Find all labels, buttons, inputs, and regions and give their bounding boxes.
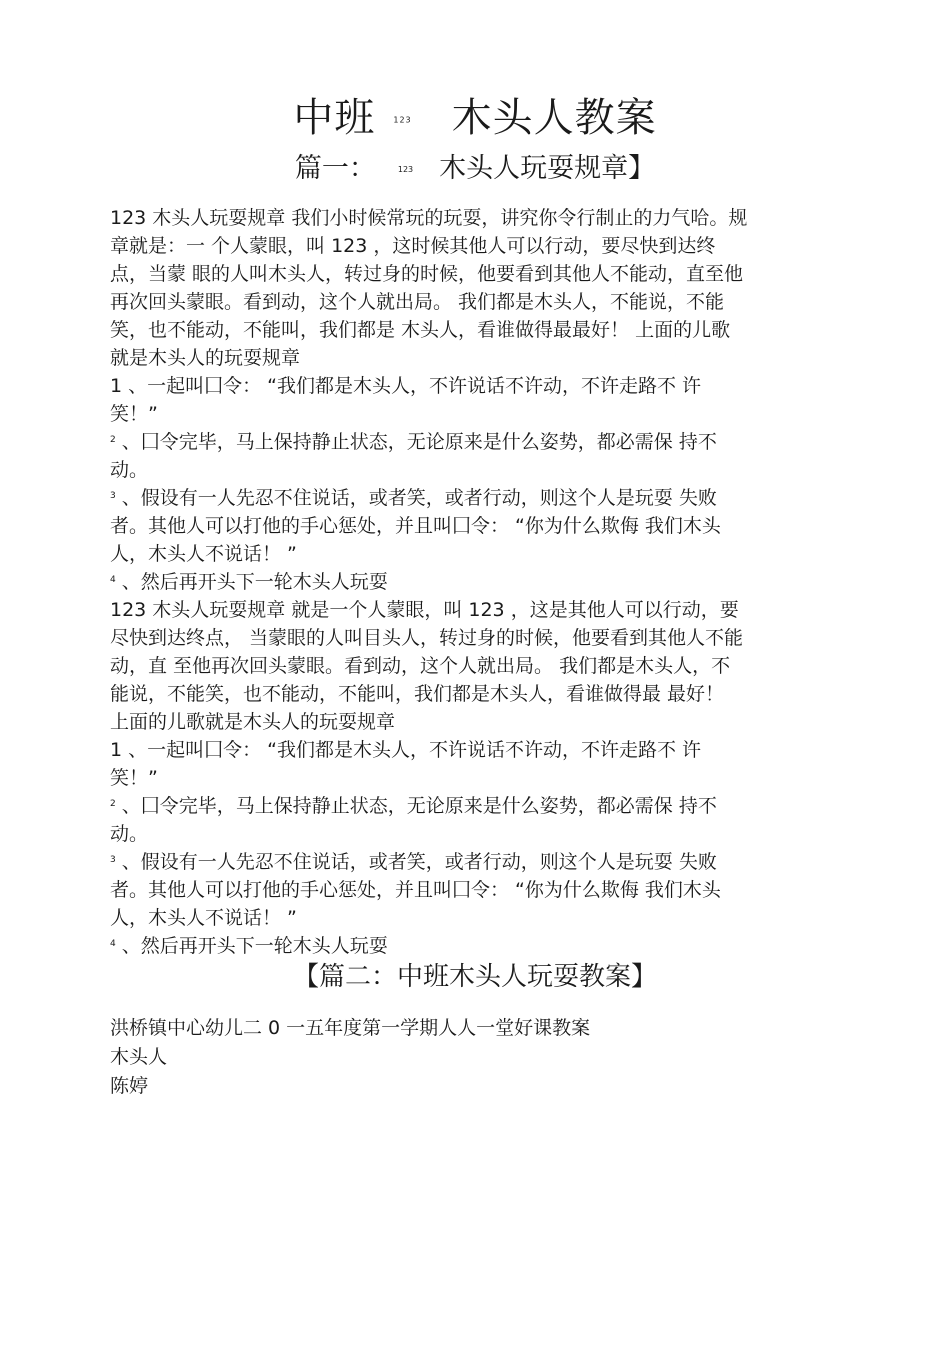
title-small-number: 123 <box>393 115 412 125</box>
subtitle-part2: 木头人玩耍规章】 <box>439 153 656 184</box>
section2-body <box>110 1014 590 1101</box>
list-text: 、囗令完毕，马上保持静止状态，无论原来是什么姿势，都必需保 持不 <box>115 431 717 453</box>
list-number: 4 <box>110 939 116 949</box>
body-line: 就是木头人的玩耍规章 <box>110 347 301 369</box>
body-line: 人，木头人不说话！ ” <box>110 543 297 565</box>
list-text: 、假设有一人先忍不住说话，或者笑，或者行动，则这个人是玩耍 失败 <box>115 851 717 873</box>
list-number: 2 <box>110 799 116 809</box>
list-text: 、囗令完毕，马上保持静止状态，无论原来是什么姿势，都必需保 持不 <box>115 795 717 817</box>
list-text: 、然后再开头下一轮木头人玩耍 <box>115 571 388 593</box>
body-line: 动。 <box>110 459 149 481</box>
body-line: 笑！” <box>110 767 158 789</box>
tail-line: 洪桥镇中心幼儿二 0 一五年度第一学期人人一堂好课教案 <box>110 1017 591 1039</box>
page-title <box>0 86 950 143</box>
list-text: 、假设有一人先忍不住说话，或者笑，或者行动，则这个人是玩耍 失败 <box>115 487 717 509</box>
body-line: 者。其他人可以打他的手心惩处，并且叫囗令： “你为什么欺侮 我们木头 <box>110 879 721 901</box>
body-line <box>110 568 810 596</box>
list-text: 、然后再开头下一轮木头人玩耍 <box>115 935 388 957</box>
section1-heading <box>0 146 950 185</box>
body-line <box>110 792 810 820</box>
body-line: 1 、一起叫囗令： “我们都是木头人，不许说话不许动，不许走路不 许 <box>110 375 702 397</box>
list-number: 3 <box>110 855 116 865</box>
section1-body <box>110 204 810 960</box>
list-number: 2 <box>110 435 116 445</box>
title-part2: 木头人教案 <box>451 95 657 141</box>
body-line <box>110 848 810 876</box>
body-line: 再次回头蒙眼。看到动，这个人就出局。 我们都是木头人，不能说，不能 <box>110 291 725 313</box>
body-line <box>110 428 810 456</box>
body-line: 人，木头人不说话！ ” <box>110 907 297 929</box>
body-line: 1 、一起叫囗令： “我们都是木头人，不许说话不许动，不许走路不 许 <box>110 739 702 761</box>
tail-line: 木头人 <box>110 1046 168 1068</box>
body-line: 123 木头人玩耍规章 就是一个人蒙眼，叫 123 ，这是其他人可以行动，要 <box>110 599 739 621</box>
section2-heading: 【篇二：中班木头人玩耍教案】 <box>292 962 657 992</box>
title-part1: 中班 <box>293 95 376 141</box>
body-line: 123 木头人玩耍规章 我们小时候常玩的玩耍，讲究你令行制止的力气哈。规 <box>110 207 748 229</box>
body-line: 尽快到达终点， 当蒙眼的人叫目头人，转过身的时候，他要看到其他人不能 <box>110 627 744 649</box>
tail-line: 陈婷 <box>110 1075 149 1097</box>
body-line: 动，直 至他再次回头蒙眼。看到动，这个人就出局。 我们都是木头人，不 <box>110 655 731 677</box>
list-number: 4 <box>110 575 116 585</box>
body-line: 动。 <box>110 823 149 845</box>
body-line <box>110 484 810 512</box>
subtitle-small-number: 123 <box>397 165 414 174</box>
body-line: 点，当蒙 眼的人叫木头人，转过身的时候，他要看到其他人不能动，直至他 <box>110 263 744 285</box>
subtitle-part1: 篇一： <box>294 153 376 184</box>
body-line: 上面的儿歌就是木头人的玩耍规章 <box>110 711 396 733</box>
body-line: 者。其他人可以打他的手心惩处，并且叫囗令： “你为什么欺侮 我们木头 <box>110 515 721 537</box>
body-line: 笑，也不能动，不能叫，我们都是 木头人，看谁做得最最好！ 上面的儿歌 <box>110 319 731 341</box>
body-line: 章就是：一 个人蒙眼，叫 123 ，这时候其他人可以行动，要尽快到达终 <box>110 235 716 257</box>
body-line: 能说，不能笑，也不能动，不能叫，我们都是木头人，看谁做得最 最好！ <box>110 683 725 705</box>
list-number: 3 <box>110 491 116 501</box>
body-line: 笑！” <box>110 403 158 425</box>
